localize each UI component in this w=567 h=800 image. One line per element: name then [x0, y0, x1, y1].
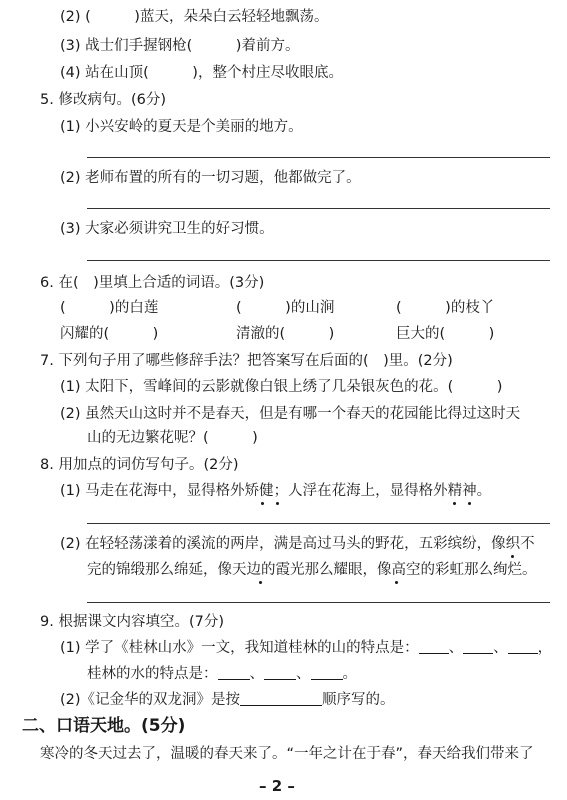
q8-item-1: (1) 马走在花海中，显得格外矫健；人浮在花海上，显得格外精神。: [60, 483, 492, 499]
fill-blank[interactable]: [311, 665, 343, 680]
section-2-text: 寒冷的冬天过去了，温暖的春天来了。“一年之计在于春”，春天给我们带来了: [40, 746, 534, 762]
emphasis-dot: [453, 502, 456, 505]
q6-blank-4: 闪耀的( ): [60, 326, 159, 342]
q9-item-1-water-text: 桂林的水的特点是：: [87, 666, 218, 682]
q8-answer-line-1[interactable]: [87, 523, 550, 524]
q6-blank-6: 巨大的( ): [396, 326, 495, 342]
fill-blank[interactable]: [508, 639, 538, 654]
q5-answer-line-2[interactable]: [87, 208, 550, 209]
q7-item-1: (1) 太阳下，雪峰间的云影就像白银上绣了几朵银灰色的花。( ): [60, 379, 503, 395]
fill-blank[interactable]: [463, 639, 493, 654]
fill-blank[interactable]: [218, 665, 250, 680]
section-heading: 二、口语天地。(5分): [22, 716, 186, 736]
q5-item-3: (3) 大家必须讲究卫生的好习惯。: [60, 221, 274, 237]
emphasis-dot: [276, 502, 279, 505]
fill-blank[interactable]: [419, 639, 449, 654]
emphasis-dot: [259, 581, 262, 584]
q6-blank-1: ( )的白莲: [60, 300, 159, 316]
q8-answer-line-2[interactable]: [87, 602, 550, 603]
q9-item-2: [60, 690, 395, 710]
q5-item-2: (2) 老师布置的所有的一切习题，他都做完了。: [60, 170, 361, 186]
q7-item-2-line-2: 山的无边繁花呢？( ): [87, 430, 258, 446]
q6-title: 6. 在( )里填上合适的词语。(3分): [40, 275, 265, 291]
q6-blank-2: ( )的山涧: [236, 300, 335, 316]
q5-answer-line-3[interactable]: [87, 260, 550, 261]
page-number: – 2 –: [259, 777, 295, 795]
q4-item-3: (3) 战士们手握钢枪( )着前方。: [60, 38, 300, 54]
q4-item-4: (4) 站在山顶( )，整个村庄尽收眼底。: [60, 65, 343, 81]
fill-blank[interactable]: [264, 665, 296, 680]
emphasis-dot: [261, 502, 264, 505]
q9-item-1-text: (1) 学了《桂林山水》一文，我知道桂林的山的特点是：: [60, 640, 419, 656]
q5-answer-line-1[interactable]: [87, 157, 550, 158]
q6-blank-5: 清澈的( ): [236, 326, 335, 342]
q4-item-2: (2) ( )蓝天，朵朵白云轻轻地飘荡。: [60, 9, 329, 25]
q7-title: 7. 下列句子用了哪些修辞手法？把答案写在后面的( )里。(2分): [40, 353, 453, 369]
emphasis-dot: [511, 555, 514, 558]
q9-item-2-text-a: (2)《记金华的双龙洞》是按: [60, 692, 241, 708]
emphasis-dot: [468, 502, 471, 505]
q8-item-2-line-1: (2) 在轻轻荡漾着的溪流的两岸，满是高过马头的野花，五彩缤纷，像织不: [60, 536, 535, 552]
q9-item-1-line-1: (1) 学了《桂林山水》一文，我知道桂林的山的特点是： 、 、 ，: [60, 640, 553, 656]
q5-title: 5. 修改病句。(6分): [40, 92, 166, 108]
q9-item-2-text-b: 顺序写的。: [322, 692, 395, 708]
q8-item-2-line-2: 完的锦缎那么绵延，像天边的霞光那么耀眼，像高空的彩虹那么绚烂。: [87, 562, 537, 578]
q9-title: 9. 根据课文内容填空。(7分): [40, 614, 224, 630]
q8-title: 8. 用加点的词仿写句子。(2分): [40, 457, 239, 473]
q7-item-2-line-1: (2) 虽然天山这时并不是春天，但是有哪一个春天的花园能比得过这时天: [60, 406, 521, 422]
q9-item-1-line-2: 桂林的水的特点是： 、 、 。: [87, 666, 357, 682]
q6-blank-3: ( )的枝丫: [396, 300, 495, 316]
emphasis-dot: [395, 581, 398, 584]
fill-blank[interactable]: [240, 691, 322, 706]
q5-item-1: (1) 小兴安岭的夏天是个美丽的地方。: [60, 119, 303, 135]
